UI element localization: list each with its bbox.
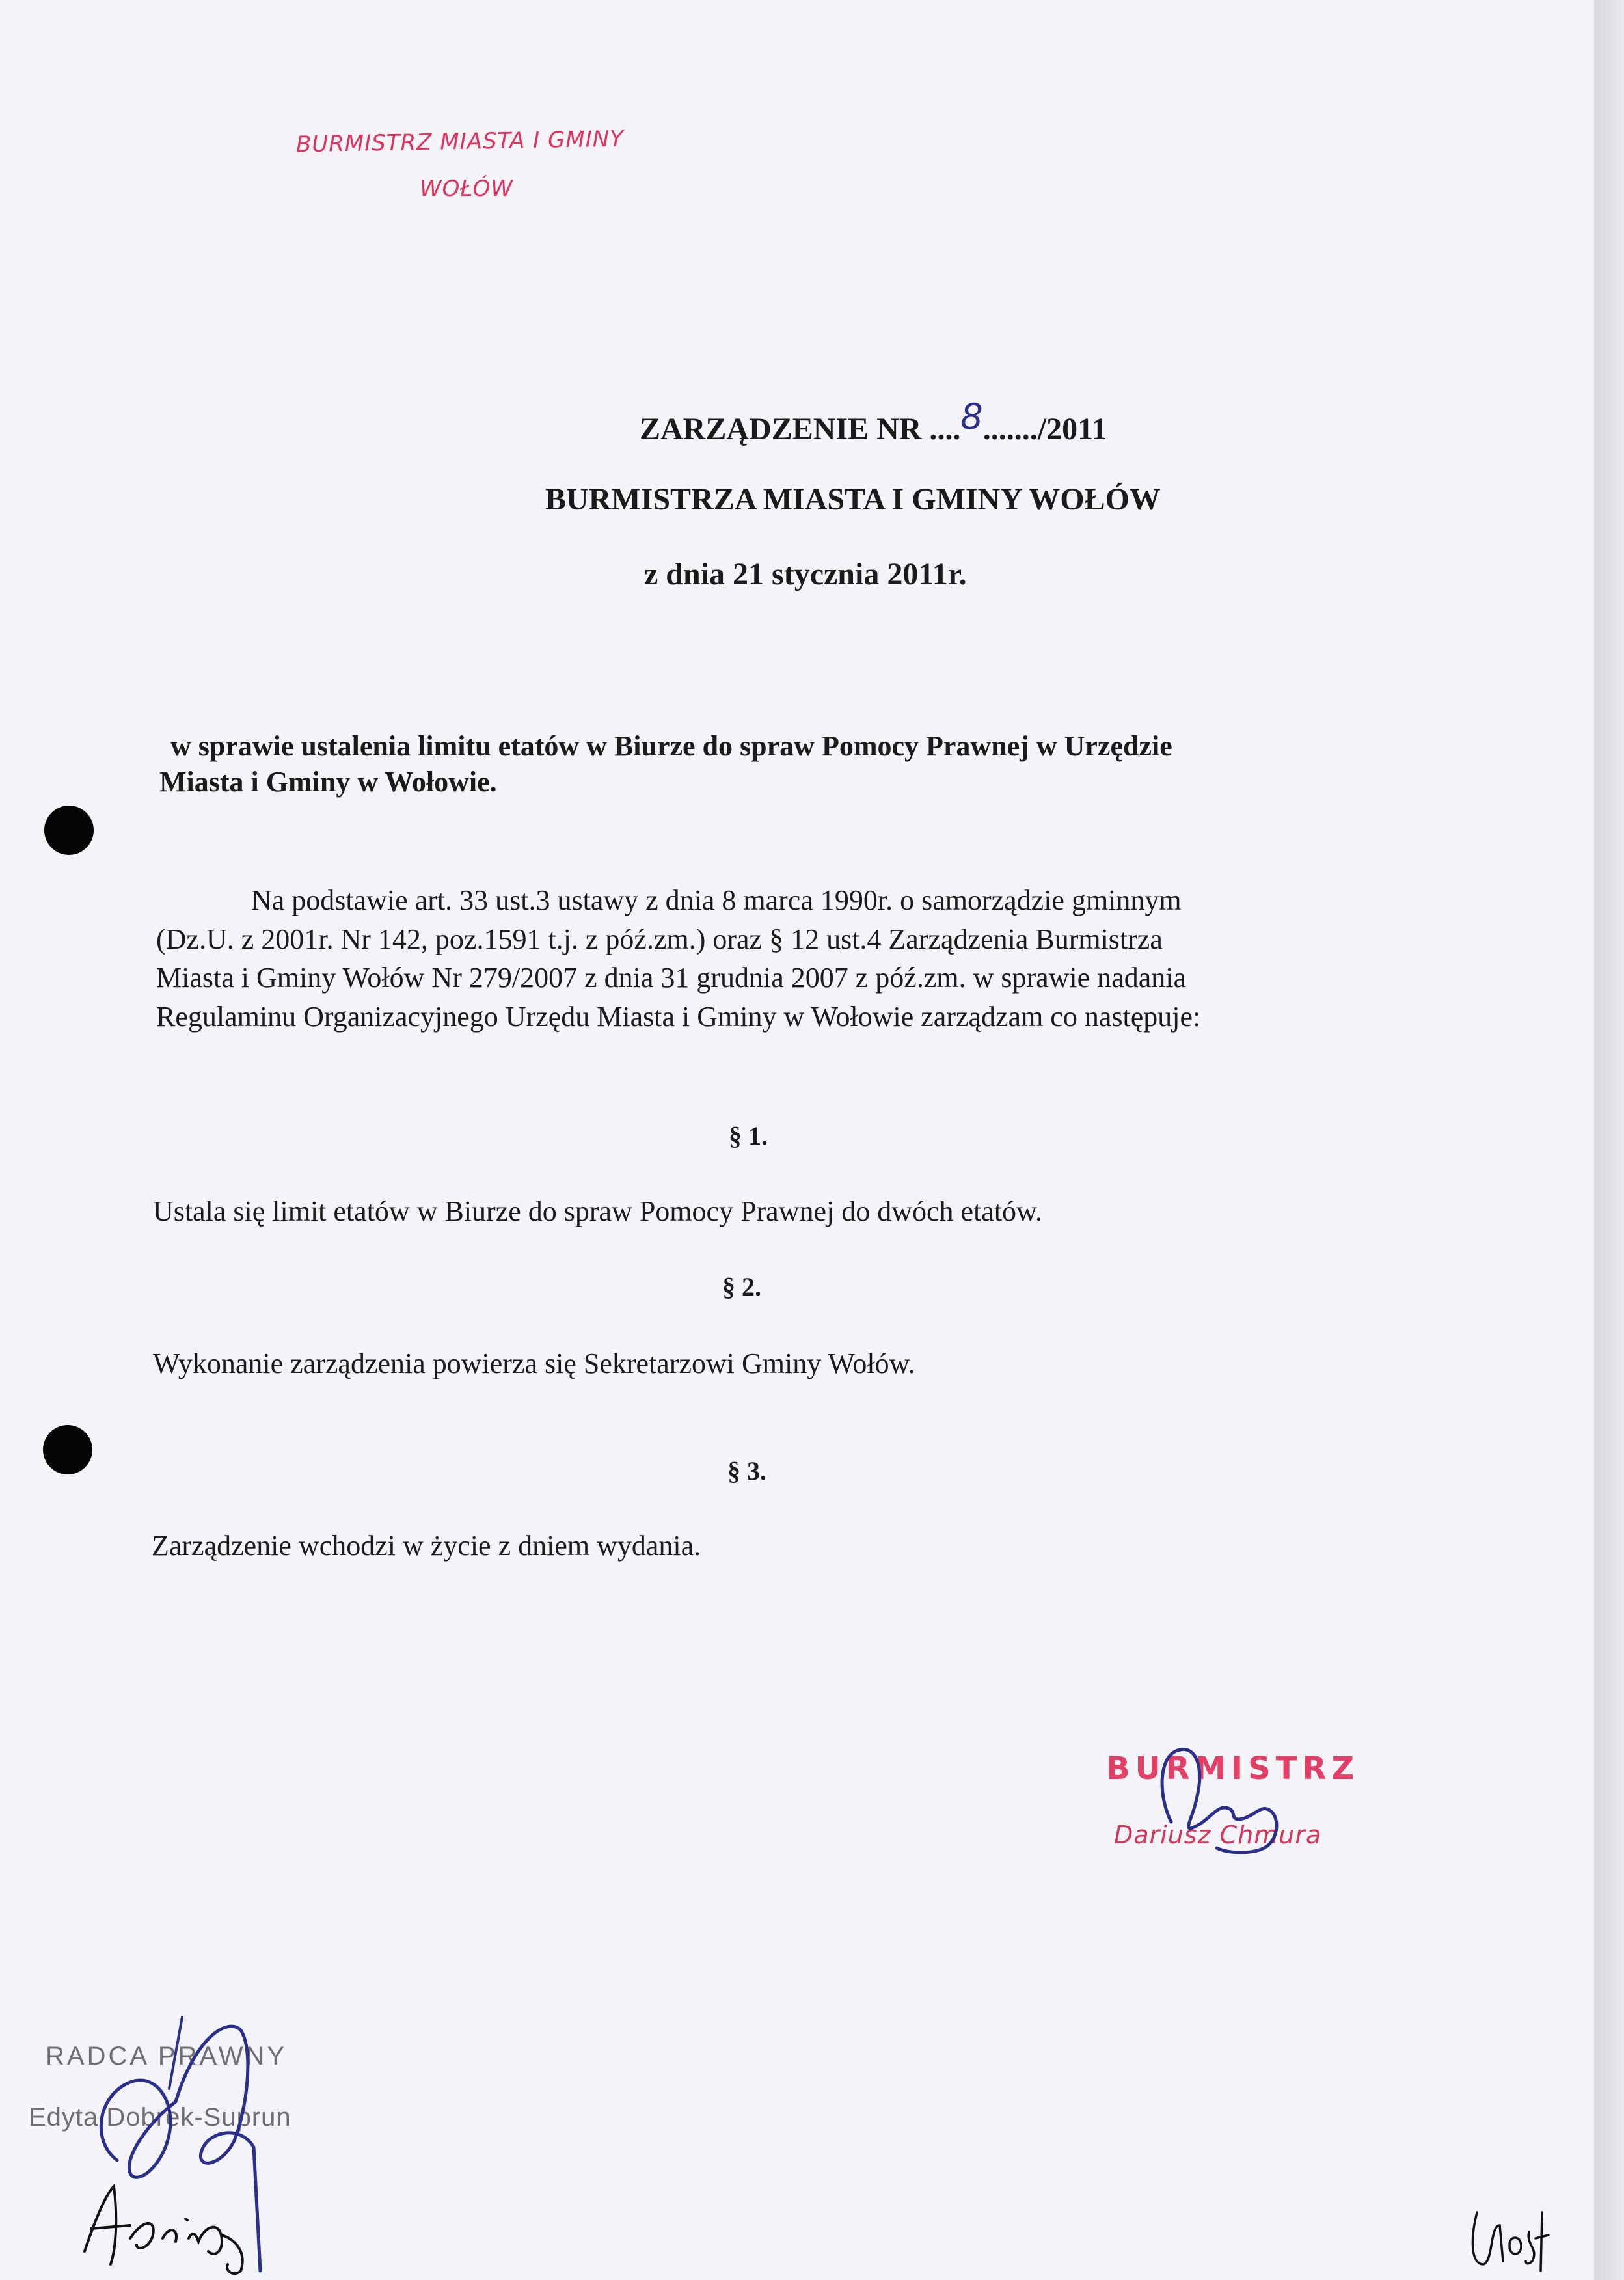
section-2-text: Wykonanie zarządzenia powierza się Sekretarzowi Gminy Wołów. (153, 1348, 915, 1379)
stamp-top-line2: WOŁÓW (420, 176, 513, 202)
title-dots-before: .... (929, 412, 961, 446)
handwritten-number: 8 (960, 396, 983, 437)
stamp-mayor-name: Dariusz Chmura (1114, 1821, 1322, 1849)
mayor-signature (1132, 1731, 1327, 1861)
document-title (640, 396, 1107, 448)
subject-line-2: Miasta i Gminy w Wołowie. (159, 766, 497, 798)
stamp-top-line1: BURMISTRZ MIASTA I GMINY (295, 126, 625, 158)
initials-signature (72, 2173, 267, 2277)
punch-hole-bottom (43, 1425, 92, 1474)
stamp-legal-name: Edyta Dobrek-Suprun (29, 2103, 291, 2132)
section-1-text: Ustala się limit etatów w Biurze do spraw Pomocy Prawnej do dwóch etatów. (153, 1195, 1042, 1227)
preamble-line-3: Miasta i Gminy Wołów Nr 279/2007 z dnia 31 grudnia 2007 z póź.zm. w sprawie nadania (156, 962, 1186, 994)
scan-edge (1594, 0, 1624, 2280)
title-dots-after: ......./2011 (982, 412, 1107, 446)
preamble-line-4: Regulaminu Organizacyjnego Urzędu Miasta i Gminy w Wołowie zarządzam co następuje: (156, 1001, 1201, 1033)
stamp-legal-title: RADCA PRAWNY (46, 2042, 288, 2070)
stamp-mayor-title: BURMISTRZ (1106, 1750, 1360, 1787)
section-2-heading: § 2. (722, 1272, 761, 1301)
section-3-heading: § 3. (727, 1456, 766, 1486)
subject-line-1: w sprawie ustalenia limitu etatów w Biurze do spraw Pomocy Prawnej w Urzędzie (170, 730, 1172, 762)
preamble-line-2: (Dz.U. z 2001r. Nr 142, poz.1591 t.j. z póź.zm.) oraz § 12 ust.4 Zarządzenia Burmistrza (156, 923, 1163, 955)
title-prefix: ZARZĄDZENIE NR (640, 412, 922, 446)
section-3-text: Zarządzenie wchodzi w życie z dniem wydania. (152, 1530, 701, 1562)
date-line: z dnia 21 stycznia 2011r. (644, 557, 967, 591)
preamble-line-1: Na podstawie art. 33 ust.3 ustawy z dnia 8 marca 1990r. o samorządzie gminnym (251, 884, 1182, 916)
issuer-line: BURMISTRZA MIASTA I GMINY WOŁÓW (545, 482, 1161, 517)
corner-initials (1464, 2199, 1555, 2277)
section-1-heading: § 1. (729, 1121, 768, 1150)
punch-hole-top (44, 806, 94, 855)
